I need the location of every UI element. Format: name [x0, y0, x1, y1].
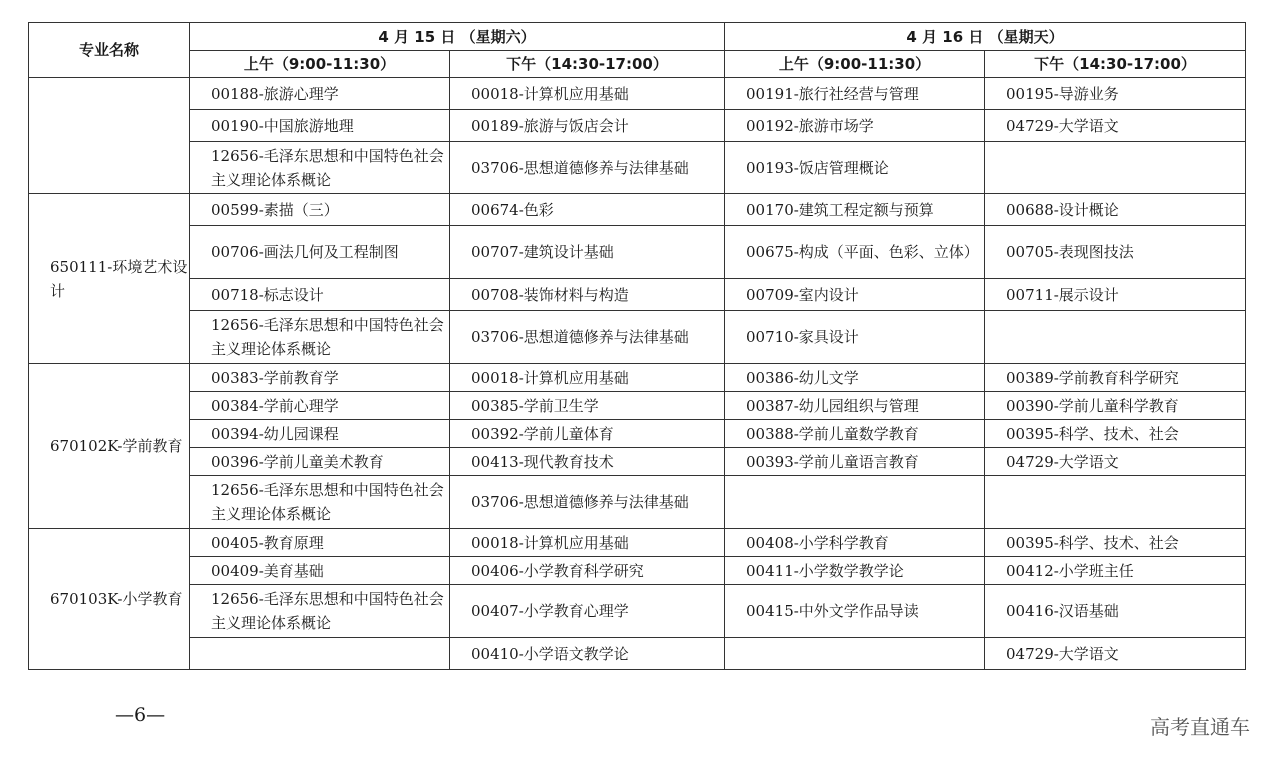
course-cell: 00191-旅行社经营与管理: [725, 78, 985, 110]
course-cell: [190, 638, 450, 670]
course-cell: 00411-小学数学教学论: [725, 557, 985, 585]
table-row: [29, 448, 1246, 476]
course-cell: 00705-表现图技法: [985, 226, 1246, 279]
course-cell: 00393-学前儿童语言教育: [725, 448, 985, 476]
course-cell: 00018-计算机应用基础: [450, 529, 725, 557]
table-row: [29, 557, 1246, 585]
course-cell: 00018-计算机应用基础: [450, 364, 725, 392]
course-cell: 12656-毛泽东思想和中国特色社会主义理论体系概论: [190, 476, 450, 529]
table-row: [29, 78, 1246, 110]
table-row: [29, 142, 1246, 194]
course-cell: 00386-幼儿文学: [725, 364, 985, 392]
course-cell: [985, 476, 1246, 529]
major-name-cell: [29, 78, 190, 194]
course-cell: 00412-小学班主任: [985, 557, 1246, 585]
course-cell: 00387-幼儿园组织与管理: [725, 392, 985, 420]
course-cell: 00395-科学、技术、社会: [985, 420, 1246, 448]
table-row: [29, 364, 1246, 392]
course-cell: 00195-导游业务: [985, 78, 1246, 110]
session-header: 上午（9:00-11:30）: [725, 51, 985, 78]
course-cell: [725, 638, 985, 670]
course-cell: [985, 311, 1246, 364]
table-row: [29, 638, 1246, 670]
course-cell: 00392-学前儿童体育: [450, 420, 725, 448]
table-row: [29, 476, 1246, 529]
course-cell: 00718-标志设计: [190, 279, 450, 311]
course-cell: 00385-学前卫生学: [450, 392, 725, 420]
table-row: [29, 585, 1246, 638]
watermark: 高考直通车: [1150, 715, 1250, 739]
course-cell: 00390-学前儿童科学教育: [985, 392, 1246, 420]
course-cell: 00599-素描（三）: [190, 194, 450, 226]
course-cell: 00413-现代教育技术: [450, 448, 725, 476]
course-cell: 00192-旅游市场学: [725, 110, 985, 142]
course-cell: [725, 476, 985, 529]
course-cell: 00709-室内设计: [725, 279, 985, 311]
course-cell: 00406-小学教育科学研究: [450, 557, 725, 585]
course-cell: 00674-色彩: [450, 194, 725, 226]
course-cell: 00188-旅游心理学: [190, 78, 450, 110]
course-cell: 00707-建筑设计基础: [450, 226, 725, 279]
course-cell: 00409-美育基础: [190, 557, 450, 585]
course-cell: 04729-大学语文: [985, 638, 1246, 670]
session-header: 上午（9:00-11:30）: [190, 51, 450, 78]
session-header: 下午（14:30-17:00）: [450, 51, 725, 78]
course-cell: 00408-小学科学教育: [725, 529, 985, 557]
course-cell: 12656-毛泽东思想和中国特色社会主义理论体系概论: [190, 311, 450, 364]
header-row-days: [29, 23, 1246, 51]
course-cell: 00711-展示设计: [985, 279, 1246, 311]
course-cell: 03706-思想道德修养与法律基础: [450, 476, 725, 529]
course-cell: 00706-画法几何及工程制图: [190, 226, 450, 279]
table-row: [29, 279, 1246, 311]
course-cell: 00389-学前教育科学研究: [985, 364, 1246, 392]
major-name-cell: 670102K-学前教育: [29, 364, 190, 529]
course-cell: 00383-学前教育学: [190, 364, 450, 392]
table-row: [29, 311, 1246, 364]
course-cell: 00018-计算机应用基础: [450, 78, 725, 110]
table-row: [29, 110, 1246, 142]
exam-schedule-table: [28, 22, 1246, 670]
course-cell: 00384-学前心理学: [190, 392, 450, 420]
table-row: [29, 226, 1246, 279]
course-cell: 00396-学前儿童美术教育: [190, 448, 450, 476]
course-cell: 00170-建筑工程定额与预算: [725, 194, 985, 226]
course-cell: [985, 142, 1246, 194]
day-header-apr15: 4 月 15 日 （星期六）: [190, 23, 725, 51]
course-cell: 00193-饭店管理概论: [725, 142, 985, 194]
session-header: 下午（14:30-17:00）: [985, 51, 1246, 78]
course-cell: 00416-汉语基础: [985, 585, 1246, 638]
course-cell: 03706-思想道德修养与法律基础: [450, 311, 725, 364]
course-cell: 03706-思想道德修养与法律基础: [450, 142, 725, 194]
course-cell: 00394-幼儿园课程: [190, 420, 450, 448]
course-cell: 00407-小学教育心理学: [450, 585, 725, 638]
course-cell: 00415-中外文学作品导读: [725, 585, 985, 638]
course-cell: 00395-科学、技术、社会: [985, 529, 1246, 557]
table-row: [29, 194, 1246, 226]
course-cell: 00688-设计概论: [985, 194, 1246, 226]
course-cell: 00190-中国旅游地理: [190, 110, 450, 142]
table-row: [29, 392, 1246, 420]
table-row: [29, 529, 1246, 557]
course-cell: 00189-旅游与饭店会计: [450, 110, 725, 142]
course-cell: 00405-教育原理: [190, 529, 450, 557]
course-cell: 04729-大学语文: [985, 448, 1246, 476]
table-row: [29, 420, 1246, 448]
day-header-apr16: 4 月 16 日 （星期天）: [725, 23, 1246, 51]
major-name-cell: 650111-环境艺术设计: [29, 194, 190, 364]
major-name-cell: 670103K-小学教育: [29, 529, 190, 670]
course-cell: 12656-毛泽东思想和中国特色社会主义理论体系概论: [190, 142, 450, 194]
header-row-sessions: [29, 51, 1246, 78]
course-cell: 00675-构成（平面、色彩、立体）: [725, 226, 985, 279]
course-cell: 00410-小学语文教学论: [450, 638, 725, 670]
course-cell: 12656-毛泽东思想和中国特色社会主义理论体系概论: [190, 585, 450, 638]
course-cell: 00710-家具设计: [725, 311, 985, 364]
course-cell: 00388-学前儿童数学教育: [725, 420, 985, 448]
course-cell: 00708-装饰材料与构造: [450, 279, 725, 311]
major-column-header: 专业名称: [29, 23, 190, 78]
course-cell: 04729-大学语文: [985, 110, 1246, 142]
page-number: —6—: [115, 704, 166, 726]
